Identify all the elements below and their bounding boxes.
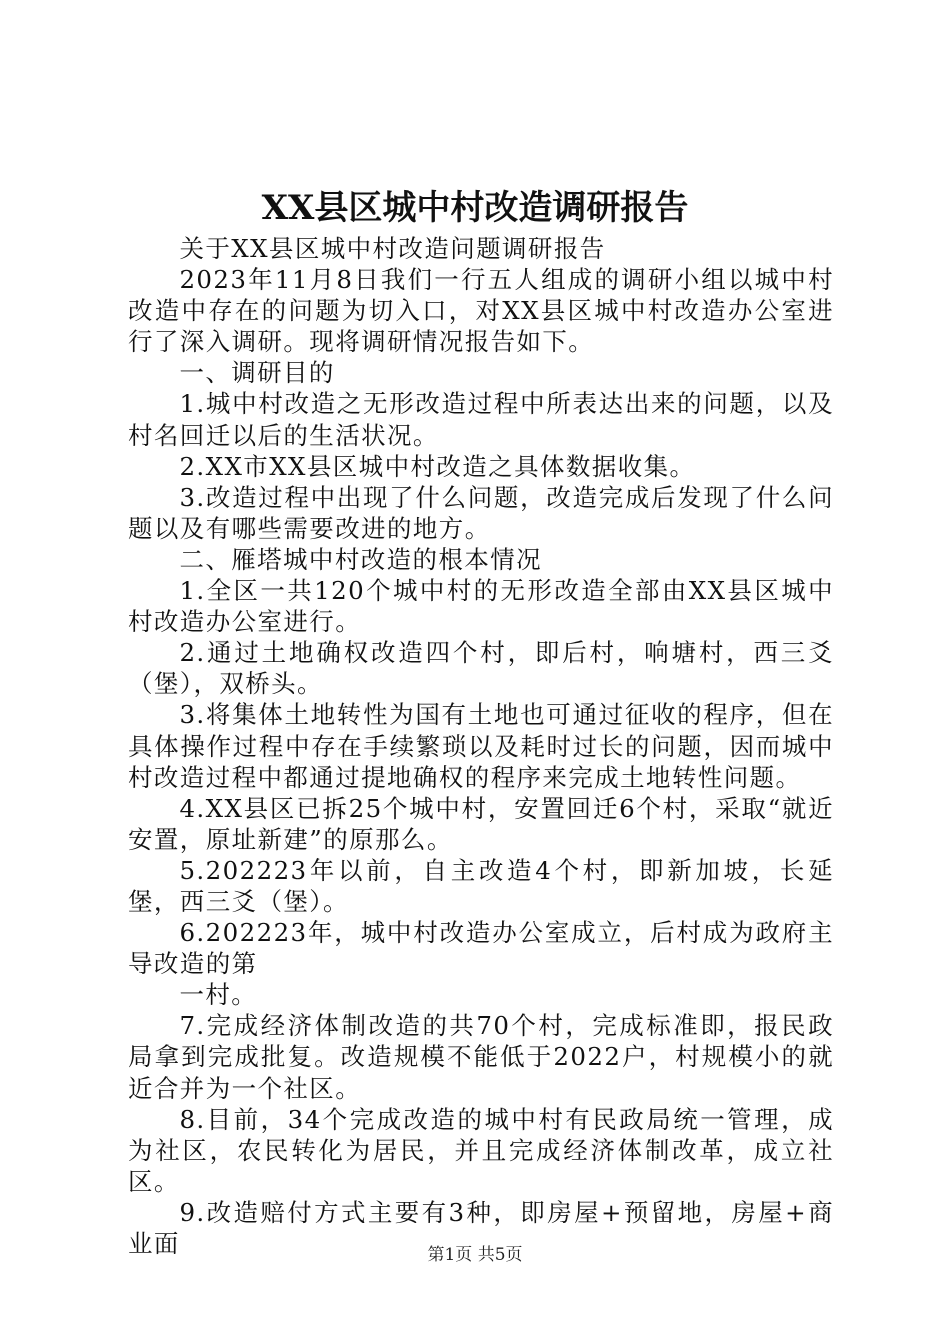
paragraph: 2.XX市XX县区城中村改造之具体数据收集。: [179, 451, 696, 481]
section-heading: 一、调研目的: [179, 358, 335, 388]
paragraph: 关于XX县区城中村改造问题调研报告: [179, 234, 606, 263]
paragraph: 9.改造赔付方式主要有3种，即房屋+预留地，房屋+商业面: [128, 1197, 834, 1258]
paragraph: 2.通过土地确权改造四个村，即后村，响塘村，西三爻（堡），双桥头。: [128, 638, 834, 699]
paragraph: 2023年11月8日我们一行五人组成的调研小组以城中村改造中存在的问题为切入口，对XX县区城中村改造办公室进行了深入调研。现将调研情况报告如下。: [128, 265, 834, 357]
paragraph: 3.将集体土地转性为国有土地也可通过征收的程序，但在具体操作过程中存在手续繁琐以及耗时过长的问题，因而城中村改造过程中都通过提地确权的程序来完成土地转性问题。: [128, 700, 834, 792]
document-title: XX县区城中村改造调研报告: [261, 188, 689, 228]
document-body: [128, 233, 834, 1259]
paragraph: 7.完成经济体制改造的共70个村，完成标准即，报民政局拿到完成批复。改造规模不能低于2022户，村规模小的就近合并为一个社区。: [128, 1011, 834, 1103]
paragraph: 1.城中村改造之无形改造过程中所表达出来的问题，以及村名回迁以后的生活状况。: [128, 389, 834, 450]
paragraph: 8.目前，34个完成改造的城中村有民政局统一管理，成为社区，农民转化为居民，并且完成经济体制改革，成立社区。: [128, 1104, 834, 1196]
paragraph: 4.XX县区已拆25个城中村，安置回迁6个村，采取“就近安置，原址新建”的原那么。: [128, 793, 834, 854]
paragraph: 一村。: [179, 980, 258, 1010]
page-number-footer: 第1页 共5页: [427, 1245, 523, 1265]
paragraph: 3.改造过程中出现了什么问题，改造完成后发现了什么问题以及有哪些需要改进的地方。: [128, 482, 834, 543]
paragraph: 5.202223年以前，自主改造4个村，即新加坡，长延堡，西三爻（堡）。: [128, 855, 834, 916]
paragraph: 6.202223年，城中村改造办公室成立，后村成为政府主导改造的第: [128, 918, 834, 979]
paragraph: 1.全区一共120个城中村的无形改造全部由XX县区城中村改造办公室进行。: [128, 576, 834, 637]
section-heading: 二、雁塔城中村改造的根本情况: [179, 544, 543, 574]
